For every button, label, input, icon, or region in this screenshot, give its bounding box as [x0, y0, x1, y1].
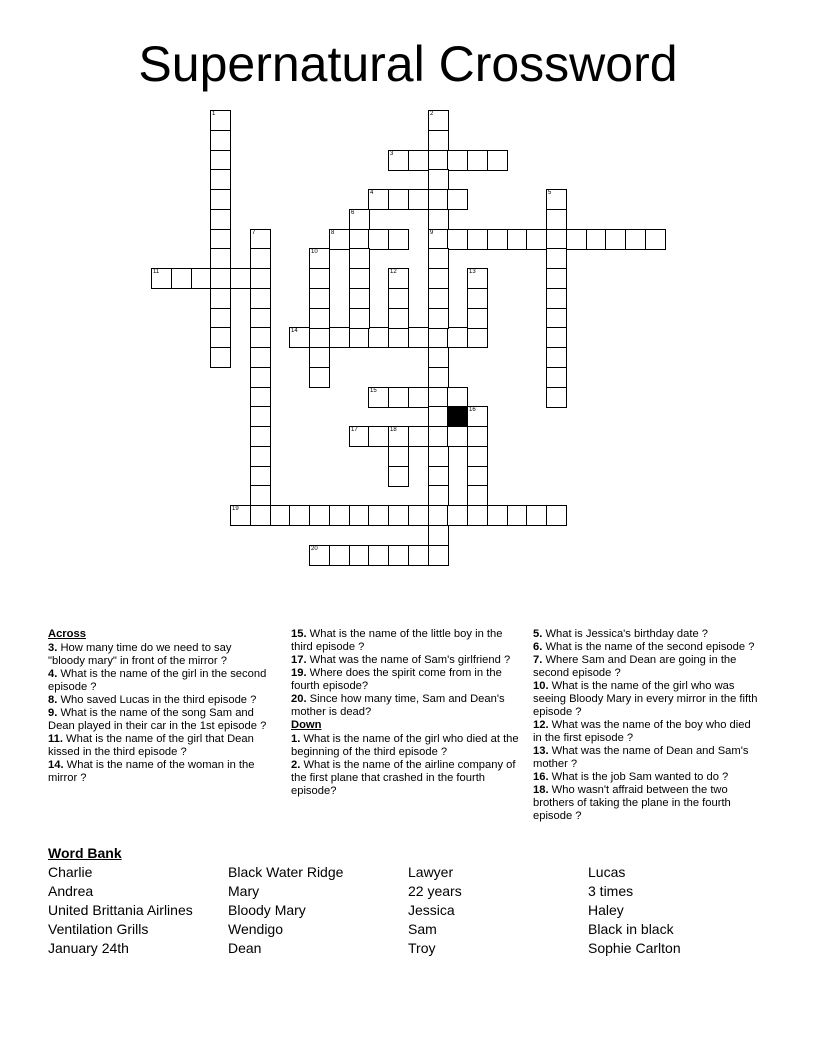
- crossword-cell[interactable]: [270, 505, 291, 526]
- clue-number: 2.: [291, 759, 301, 771]
- clue-number: 16.: [533, 771, 549, 783]
- crossword-cell[interactable]: [428, 466, 449, 487]
- crossword-cell[interactable]: [309, 308, 330, 329]
- crossword-cell[interactable]: [467, 505, 488, 526]
- crossword-cell[interactable]: [447, 229, 468, 250]
- crossword-cell[interactable]: [428, 229, 449, 250]
- clue-number: 17.: [291, 654, 307, 666]
- crossword-cell[interactable]: [210, 268, 231, 289]
- clue-text: How many time do we need to say "bloody mary" in front of the mirror ?: [48, 642, 232, 667]
- clue-text: What is the name of the woman in the mirror ?: [48, 759, 255, 784]
- crossword-cell[interactable]: [309, 268, 330, 289]
- clue-number: 20.: [291, 693, 307, 705]
- clue-number-label: 17: [351, 427, 358, 433]
- crossword-cell[interactable]: [388, 150, 409, 171]
- crossword-cell[interactable]: [408, 327, 429, 348]
- crossword-cell[interactable]: [250, 485, 271, 506]
- crossword-cell[interactable]: [349, 426, 370, 447]
- clue-number-label: 14: [291, 328, 298, 334]
- clue-text: What is the name of the girl who was seeing Bloody Mary in every mirror in the fifth episode ?: [533, 680, 758, 718]
- crossword-cell[interactable]: [467, 268, 488, 289]
- crossword-cell[interactable]: [428, 505, 449, 526]
- clue-text: What is the name of the girl that Dean kissed in the third episode ?: [48, 733, 254, 758]
- crossword-cell[interactable]: [408, 545, 429, 566]
- crossword-cell[interactable]: [329, 229, 350, 250]
- clue-number: 7.: [533, 654, 543, 666]
- clue-number-label: 1: [212, 111, 216, 117]
- crossword-cell[interactable]: [309, 367, 330, 388]
- crossword-cell[interactable]: [368, 189, 389, 210]
- word-bank-item: Troy: [408, 940, 436, 956]
- clue-number-label: 11: [153, 269, 160, 275]
- crossword-cell[interactable]: [388, 466, 409, 487]
- clue-item: [48, 668, 270, 694]
- word-bank-item: United Brittania Airlines: [48, 902, 193, 918]
- clue-text: What is the name of the little boy in the third episode ?: [291, 628, 503, 653]
- clue-number: 15.: [291, 628, 307, 640]
- crossword-cell[interactable]: [408, 505, 429, 526]
- crossword-cell[interactable]: [309, 545, 330, 566]
- crossword-cell[interactable]: [388, 229, 409, 250]
- crossword-cell[interactable]: [250, 308, 271, 329]
- crossword-cell[interactable]: [467, 288, 488, 309]
- crossword-cell[interactable]: [408, 189, 429, 210]
- clue-item: [533, 771, 761, 784]
- clues-column-3: [533, 628, 761, 823]
- clue-item: [533, 745, 761, 771]
- crossword-cell[interactable]: [250, 288, 271, 309]
- clue-item: [291, 693, 523, 719]
- crossword-cell[interactable]: [388, 387, 409, 408]
- word-bank-item: Bloody Mary: [228, 902, 306, 918]
- crossword-cell[interactable]: [210, 169, 231, 190]
- crossword-cell[interactable]: [507, 229, 528, 250]
- word-bank-item: Wendigo: [228, 921, 284, 937]
- word-bank-item: January 24th: [48, 940, 129, 956]
- crossword-cell[interactable]: [428, 446, 449, 467]
- word-bank-item: 3 times: [588, 883, 634, 899]
- crossword-cell[interactable]: [428, 110, 449, 131]
- crossword-cell[interactable]: [546, 229, 567, 250]
- crossword-cell[interactable]: [467, 327, 488, 348]
- crossword-cell[interactable]: [625, 229, 646, 250]
- crossword-cell[interactable]: [546, 347, 567, 368]
- crossword-cell[interactable]: [467, 426, 488, 447]
- crossword-cell[interactable]: [349, 505, 370, 526]
- crossword-cell[interactable]: [250, 229, 271, 250]
- crossword-cell[interactable]: [171, 268, 192, 289]
- crossword-cell[interactable]: [388, 268, 409, 289]
- crossword-cell[interactable]: [250, 248, 271, 269]
- clue-item: [291, 733, 523, 759]
- word-bank-item: 22 years: [408, 883, 462, 899]
- word-bank-item: Jessica: [408, 902, 455, 918]
- crossword-cell[interactable]: [349, 308, 370, 329]
- clue-text: What is the name of the song Sam and Dean played in their car in the 1st episode ?: [48, 707, 267, 732]
- crossword-cell[interactable]: [368, 426, 389, 447]
- clue-item: [48, 707, 270, 733]
- clue-text: What is Jessica's birthday date ?: [542, 628, 709, 640]
- clue-number: 4.: [48, 668, 58, 680]
- crossword-cell[interactable]: [349, 545, 370, 566]
- crossword-cell[interactable]: [526, 505, 547, 526]
- clue-item: [533, 641, 761, 654]
- clue-number: 14.: [48, 759, 64, 771]
- clue-number-label: 7: [252, 230, 256, 236]
- crossword-cell[interactable]: [309, 505, 330, 526]
- clue-number-label: 10: [311, 249, 318, 255]
- crossword-cell[interactable]: [467, 406, 488, 427]
- clue-item: [291, 654, 523, 667]
- clue-number: 3.: [48, 642, 58, 654]
- crossword-cell[interactable]: [388, 327, 409, 348]
- crossword-cell[interactable]: [151, 268, 172, 289]
- clue-number: 12.: [533, 719, 549, 731]
- crossword-cell[interactable]: [210, 130, 231, 151]
- word-bank-item: Sam: [408, 921, 437, 937]
- crossword-cell[interactable]: [210, 189, 231, 210]
- across-heading: Across: [48, 628, 86, 640]
- crossword-cell[interactable]: [546, 505, 567, 526]
- crossword-cell[interactable]: [447, 426, 468, 447]
- crossword-cell[interactable]: [428, 150, 449, 171]
- crossword-cell[interactable]: [368, 229, 389, 250]
- clue-number-label: 3: [390, 151, 394, 157]
- crossword-cell[interactable]: [230, 505, 251, 526]
- word-bank-item: Mary: [228, 883, 260, 899]
- clues-column-2: [291, 628, 523, 798]
- crossword-cell[interactable]: [388, 426, 409, 447]
- crossword-cell[interactable]: [250, 505, 271, 526]
- crossword-cell[interactable]: [250, 327, 271, 348]
- crossword-cell[interactable]: [329, 545, 350, 566]
- clue-item: [291, 759, 523, 798]
- crossword-cell[interactable]: [428, 308, 449, 329]
- crossword-cell[interactable]: [250, 466, 271, 487]
- crossword-cell[interactable]: [408, 426, 429, 447]
- crossword-cell[interactable]: [250, 347, 271, 368]
- crossword-cell[interactable]: [250, 406, 271, 427]
- clue-item: [48, 759, 270, 785]
- crossword-cell[interactable]: [329, 505, 350, 526]
- word-bank-item: Charlie: [48, 864, 93, 880]
- crossword-cell[interactable]: [428, 169, 449, 190]
- word-bank-column: [48, 863, 193, 958]
- crossword-cell[interactable]: [210, 150, 231, 171]
- crossword-cell[interactable]: [388, 505, 409, 526]
- crossword-cell[interactable]: [428, 327, 449, 348]
- crossword-cell[interactable]: [526, 229, 547, 250]
- clue-item: [533, 654, 761, 680]
- clue-text: What is the name of the second episode ?: [542, 641, 755, 653]
- clue-number-label: 6: [351, 210, 355, 216]
- clue-item: [48, 694, 270, 707]
- crossword-cell[interactable]: [428, 347, 449, 368]
- crossword-cell[interactable]: [250, 446, 271, 467]
- crossword-cell[interactable]: [467, 308, 488, 329]
- crossword-cell[interactable]: [467, 150, 488, 171]
- crossword-cell[interactable]: [309, 288, 330, 309]
- crossword-cell[interactable]: [645, 229, 666, 250]
- crossword-cell[interactable]: [388, 288, 409, 309]
- crossword-cell[interactable]: [349, 248, 370, 269]
- crossword-cell[interactable]: [546, 268, 567, 289]
- crossword-cell[interactable]: [210, 308, 231, 329]
- crossword-cell[interactable]: [210, 209, 231, 230]
- word-bank-item: Andrea: [48, 883, 94, 899]
- clue-text: What is the name of the girl who died at the beginning of the third episode ?: [291, 733, 519, 758]
- crossword-cell[interactable]: [349, 288, 370, 309]
- crossword-cell[interactable]: [467, 466, 488, 487]
- crossword-cell[interactable]: [487, 505, 508, 526]
- clue-number-label: 20: [311, 546, 318, 552]
- crossword-cell[interactable]: [546, 327, 567, 348]
- crossword-cell[interactable]: [349, 327, 370, 348]
- word-bank-item: Haley: [588, 902, 624, 918]
- word-bank-title: Word Bank: [48, 845, 122, 861]
- crossword-cell[interactable]: [566, 229, 587, 250]
- crossword-cell[interactable]: [388, 446, 409, 467]
- crossword-cell[interactable]: [368, 327, 389, 348]
- crossword-cell[interactable]: [605, 229, 626, 250]
- crossword-cell[interactable]: [428, 288, 449, 309]
- crossword-cell[interactable]: [546, 189, 567, 210]
- clue-item: [291, 667, 523, 693]
- clue-item: [48, 642, 270, 668]
- clue-text: Since how many time, Sam and Dean's mother is dead?: [291, 693, 505, 718]
- clue-text: What is the name of the airline company of the first plane that crashed in the fourth episode?: [291, 759, 516, 797]
- crossword-cell[interactable]: [467, 229, 488, 250]
- clue-number-label: 19: [232, 506, 239, 512]
- clue-number-label: 5: [548, 190, 552, 196]
- clue-number-label: 8: [331, 230, 335, 236]
- crossword-cell[interactable]: [408, 150, 429, 171]
- crossword-cell[interactable]: [250, 426, 271, 447]
- crossword-cell[interactable]: [546, 367, 567, 388]
- crossword-cell[interactable]: [230, 268, 251, 289]
- crossword-cell[interactable]: [428, 525, 449, 546]
- crossword-cell[interactable]: [210, 327, 231, 348]
- crossword-cell[interactable]: [289, 505, 310, 526]
- crossword-cell[interactable]: [329, 327, 350, 348]
- clue-number: 9.: [48, 707, 58, 719]
- word-bank-column: [228, 863, 343, 958]
- crossword-cell[interactable]: [428, 387, 449, 408]
- word-bank-item: Sophie Carlton: [588, 940, 681, 956]
- clues-column-1: [48, 628, 270, 785]
- crossword-cell[interactable]: [447, 387, 468, 408]
- clue-number: 11.: [48, 733, 63, 745]
- crossword-cell[interactable]: [487, 150, 508, 171]
- crossword-cell[interactable]: [250, 387, 271, 408]
- word-bank-item: Lawyer: [408, 864, 454, 880]
- crossword-cell[interactable]: [546, 209, 567, 230]
- crossword-cell[interactable]: [428, 189, 449, 210]
- crossword-cell[interactable]: [428, 130, 449, 151]
- crossword-cell[interactable]: [428, 268, 449, 289]
- word-bank-item: Black Water Ridge: [228, 864, 344, 880]
- clue-number-label: 12: [390, 269, 397, 275]
- clue-number: 6.: [533, 641, 543, 653]
- clue-item: [291, 628, 523, 654]
- crossword-cell[interactable]: [546, 288, 567, 309]
- clue-number: 13.: [533, 745, 549, 757]
- crossword-cell[interactable]: [447, 327, 468, 348]
- word-bank-column: [408, 863, 462, 958]
- crossword-cell[interactable]: [546, 308, 567, 329]
- clue-item: [48, 733, 270, 759]
- clue-text: What was the name of Sam's girlfriend ?: [306, 654, 511, 666]
- crossword-cell[interactable]: [428, 485, 449, 506]
- crossword-cell[interactable]: [191, 268, 212, 289]
- crossword-cell[interactable]: [428, 545, 449, 566]
- crossword-cell[interactable]: [250, 268, 271, 289]
- crossword-cell[interactable]: [447, 189, 468, 210]
- clue-number: 8.: [48, 694, 58, 706]
- crossword-cell[interactable]: [447, 150, 468, 171]
- down-heading: Down: [291, 719, 322, 731]
- crossword-cell[interactable]: [467, 485, 488, 506]
- crossword-cell[interactable]: [408, 387, 429, 408]
- clue-text: Who wasn't affraid between the two brothers of taking the plane in the fourth episode ?: [533, 784, 731, 822]
- crossword-cell[interactable]: [586, 229, 607, 250]
- crossword-cell[interactable]: [428, 406, 449, 427]
- clue-item: [533, 784, 761, 823]
- crossword-cell[interactable]: [349, 229, 370, 250]
- clue-number-label: 18: [390, 427, 397, 433]
- crossword-cell[interactable]: [349, 209, 370, 230]
- crossword-cell[interactable]: [309, 327, 330, 348]
- clue-number: 10.: [533, 680, 549, 692]
- crossword-cell[interactable]: [428, 248, 449, 269]
- clue-number-label: 9: [430, 230, 434, 236]
- clue-number: 18.: [533, 784, 549, 796]
- clue-number-label: 13: [469, 269, 476, 275]
- clue-text: Where does the spirit come from in the fourth episode?: [291, 667, 502, 692]
- crossword-black-cell: [447, 406, 468, 427]
- word-bank-item: Ventilation Grills: [48, 921, 149, 937]
- crossword-cell[interactable]: [546, 248, 567, 269]
- crossword-cell[interactable]: [349, 268, 370, 289]
- clue-number-label: 15: [370, 388, 377, 394]
- crossword-cell[interactable]: [210, 229, 231, 250]
- crossword-cell[interactable]: [210, 248, 231, 269]
- crossword-cell[interactable]: [388, 308, 409, 329]
- clue-number-label: 2: [430, 111, 434, 117]
- clue-text: What is the name of the girl in the second episode ?: [48, 668, 267, 693]
- crossword-cell[interactable]: [368, 387, 389, 408]
- clue-text: What was the name of the boy who died in the first episode ?: [533, 719, 751, 744]
- crossword-cell[interactable]: [368, 505, 389, 526]
- clue-item: [533, 719, 761, 745]
- word-bank-item: Dean: [228, 940, 262, 956]
- crossword-cell[interactable]: [428, 367, 449, 388]
- clue-number: 5.: [533, 628, 543, 640]
- crossword-cell[interactable]: [309, 347, 330, 368]
- clue-item: [533, 628, 761, 641]
- crossword-cell[interactable]: [467, 446, 488, 467]
- crossword-cell[interactable]: [210, 110, 231, 131]
- clue-text: Who saved Lucas in the third episode ?: [57, 694, 257, 706]
- crossword-cell[interactable]: [507, 505, 528, 526]
- word-bank-column: [588, 863, 681, 958]
- crossword-cell[interactable]: [428, 209, 449, 230]
- crossword-cell[interactable]: [388, 545, 409, 566]
- word-bank-item: Lucas: [588, 864, 626, 880]
- crossword-cell[interactable]: [250, 367, 271, 388]
- clue-number: 1.: [291, 733, 301, 745]
- crossword-cell[interactable]: [309, 248, 330, 269]
- clue-number-label: 16: [469, 407, 476, 413]
- word-bank-item: Black in black: [588, 921, 674, 937]
- page-title: Supernatural Crossword: [138, 36, 678, 92]
- crossword-cell[interactable]: [289, 327, 310, 348]
- crossword-cell[interactable]: [428, 426, 449, 447]
- crossword-cell[interactable]: [368, 545, 389, 566]
- crossword-cell[interactable]: [546, 387, 567, 408]
- crossword-cell[interactable]: [210, 347, 231, 368]
- crossword-cell[interactable]: [447, 505, 468, 526]
- clue-text: What was the name of Dean and Sam's mother ?: [533, 745, 749, 770]
- clue-number: 19.: [291, 667, 307, 679]
- crossword-cell[interactable]: [388, 189, 409, 210]
- crossword-cell[interactable]: [487, 229, 508, 250]
- crossword-cell[interactable]: [210, 288, 231, 309]
- clue-text: What is the job Sam wanted to do ?: [548, 771, 729, 783]
- clue-item: [533, 680, 761, 719]
- clue-number-label: 4: [370, 190, 374, 196]
- clue-text: Where Sam and Dean are going in the second episode ?: [533, 654, 737, 679]
